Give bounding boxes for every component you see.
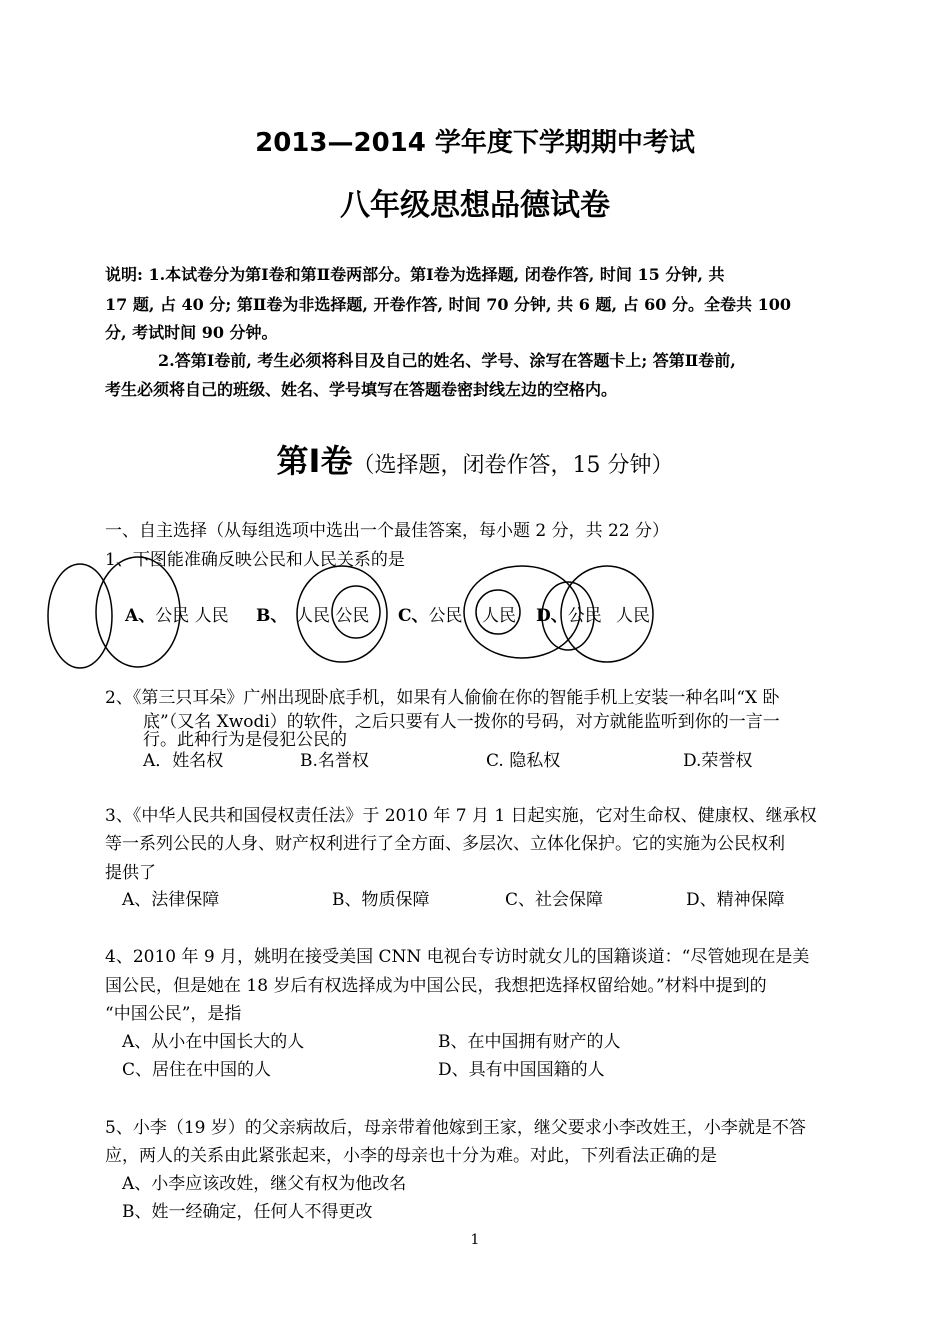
option-c: C、社会保障 [505,890,604,910]
option-a-label: A、 [125,606,156,626]
option-a: A、法律保障 [122,890,220,910]
page-number: 1 [470,1232,480,1248]
question-5-line: 应，两人的关系由此紧张起来，小李的母亲也十分为难。对此，下列看法正确的是 [105,1146,717,1166]
q1-options [125,601,229,626]
question-3-line: 等一系列公民的人身、财产权利进行了全方面、多层次、立体化保护。它的实施为公民权利 [105,834,785,854]
option-d: D、具有中国国籍的人 [438,1060,605,1080]
option-a-circle-left [48,564,112,668]
exam-title: 2013—2014 学年度下学期期中考试 [255,128,695,158]
question-4-line: “中国公民”，是指 [105,1004,242,1024]
option-c-word2: 人民 [482,606,516,626]
option-c-word1: 公民 [428,606,463,626]
option-d-label: D、 [536,606,568,626]
question-5-line: 5、小李（19 岁）的父亲病故后，母亲带着他嫁到王家，继父要求小李改姓王，小李就是不答 [105,1118,806,1138]
option-b: B、在中国拥有财产的人 [438,1032,621,1052]
section-title: 第Ⅰ卷 [276,442,353,480]
option-a-words: 公民 人民 [155,606,229,626]
question-2-line: 底”（又名 Xwodi）的软件，之后只要有人一拨你的号码，对方就能监听到你的一言一 [143,712,780,732]
part-heading: 一、自主选择（从每组选项中选出一个最佳答案，每小题 2 分，共 22 分） [105,521,670,541]
option-d-word1: 公民 [567,606,602,626]
section-heading [0,436,950,482]
option-c-label: C、 [398,606,429,626]
option-b: B.名誉权 [300,751,369,771]
question-3-line: 3、《中华人民共和国侵权责任法》于 2010 年 7 月 1 日起实施，它对生命权、健康权、继承权 [105,806,817,826]
instruction-line: 说明: 1.本试卷分为第Ⅰ卷和第Ⅱ卷两部分。第Ⅰ卷为选择题, 闭卷作答, 时间 15 分钟, 共 [105,265,725,284]
instruction-line: 考生必须将自己的班级、姓名、学号填写在答题卷密封线左边的空格内。 [105,380,618,399]
option-b: B、物质保障 [332,890,430,910]
option-b: B、姓一经确定，任何人不得更改 [122,1202,373,1222]
option-a: A、从小在中国长大的人 [122,1032,305,1052]
option-a: A、小李应该改姓，继父有权为他改名 [122,1174,407,1194]
instruction-line: 2.答第Ⅰ卷前, 考生必须将科目及自己的姓名、学号、涂写在答题卡上; 答第Ⅱ卷前, [158,351,736,370]
instruction-line: 分, 考试时间 90 分钟。 [105,323,278,342]
question-1-stem: 1、下图能准确反映公民和人民关系的是 [105,550,405,570]
option-a: A．姓名权 [143,751,224,771]
question-3-line: 提供了 [105,863,156,883]
instruction-line: 17 题, 占 40 分; 第Ⅱ卷为非选择题, 开卷作答, 时间 70 分钟, 共 6 题, 占 60 分。全卷共 100 [105,295,791,314]
option-b-words: 人民 公民 [296,606,370,626]
question-4-line: 国公民，但是她在 18 岁后有权选择成为中国公民，我想把选择权留给她。”材料中提到的 [105,976,767,996]
option-d: D、精神保障 [686,890,785,910]
exam-subtitle: 八年级思想品德试卷 [340,188,610,223]
option-b-label: B、 [256,606,288,626]
option-d: D.荣誉权 [683,751,753,771]
question-2-line: 2、《第三只耳朵》广州出现卧底手机，如果有人偷偷在你的智能手机上安装一种名叫“X 卧 [105,688,780,708]
option-c [398,601,463,626]
option-b [256,601,287,626]
question-2-line: 行。此种行为是侵犯公民的 [143,730,347,750]
option-d [536,601,602,626]
option-d-word2: 人民 [616,606,650,626]
option-c: C、居住在中国的人 [122,1060,272,1080]
section-note: （选择题，闭卷作答，15 分钟） [352,453,674,478]
question-4-line: 4、2010 年 9 月，姚明在接受美国 CNN 电视台专访时就女儿的国籍谈道：“尽管她现在是美 [105,947,810,967]
option-c: C. 隐私权 [486,751,561,771]
